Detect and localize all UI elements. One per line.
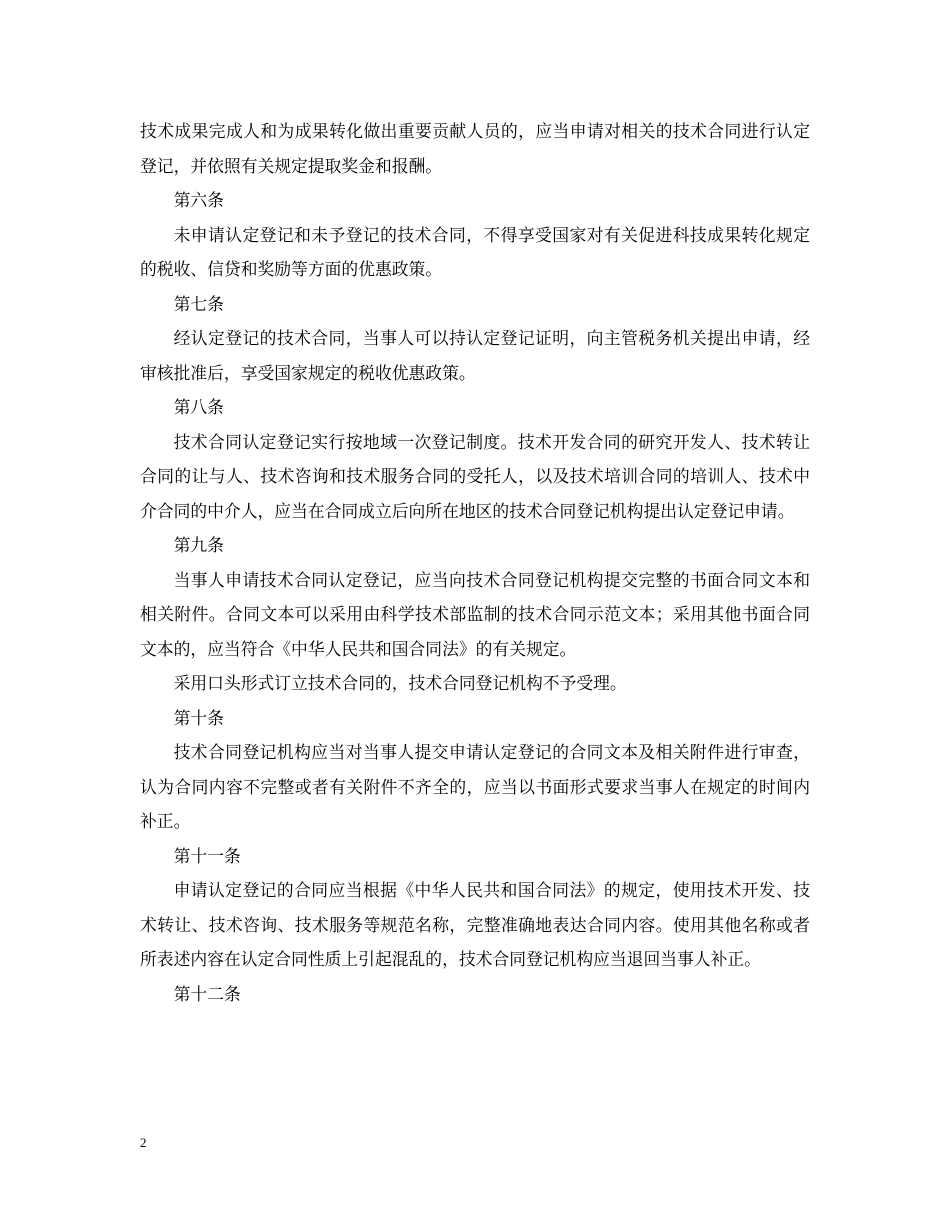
article-heading: 第十条	[173, 707, 224, 728]
article-heading: 第六条	[173, 190, 224, 210]
article-heading: 第十一条	[173, 845, 241, 866]
paragraph: 当事人申请技术合同认定登记，应当向技术合同登记机构提交完整的书面合同文本和相关附件。合同文本可以采用由科学技术部监制的技术合同示范文本；采用其他书面合同文本的，应当符合《中华人民共和国合同法》的有关规定。	[140, 569, 810, 659]
paragraph: 技术合同认定登记实行按地域一次登记制度。技术开发合同的研究开发人、技术转让合同的让与人、技术咨询和技术服务合同的受托人，以及技术培训合同的培训人、技术中介合同的中介人，应当在合同成立后向所在地区的技术合同登记机构提出认定登记申请。	[140, 431, 810, 521]
document-body	[140, 114, 810, 1011]
page-number: 2	[140, 1135, 147, 1150]
paragraph: 经认定登记的技术合同，当事人可以持认定登记证明，向主管税务机关提出申请，经审核批准后，享受国家规定的税收优惠政策。	[140, 328, 810, 383]
paragraph: 未申请认定登记和未予登记的技术合同，不得享受国家对有关促进科技成果转化规定的税收、信贷和奖励等方面的优惠政策。	[140, 224, 810, 279]
article-heading: 第八条	[173, 397, 224, 417]
paragraph: 申请认定登记的合同应当根据《中华人民共和国合同法》的规定，使用技术开发、技术转让、技术咨询、技术服务等规范名称，完整准确地表达合同内容。使用其他名称或者所表述内容在认定合同性质上引起混乱的，技术合同登记机构应当退回当事人补正。	[140, 880, 810, 969]
paragraph: 技术合同登记机构应当对当事人提交申请认定登记的合同文本及相关附件进行审查，认为合同内容不完整或者有关附件不齐全的，应当以书面形式要求当事人在规定的时间内补正。	[140, 742, 810, 831]
article-heading: 第九条	[173, 535, 224, 555]
paragraph: 采用口头形式订立技术合同的，技术合同登记机构不予受理。	[173, 673, 627, 693]
article-heading: 第十二条	[173, 983, 241, 1004]
article-heading: 第七条	[173, 293, 224, 314]
paragraph: 技术成果完成人和为成果转化做出重要贡献人员的，应当申请对相关的技术合同进行认定登记，并依照有关规定提取奖金和报酬。	[140, 121, 810, 176]
